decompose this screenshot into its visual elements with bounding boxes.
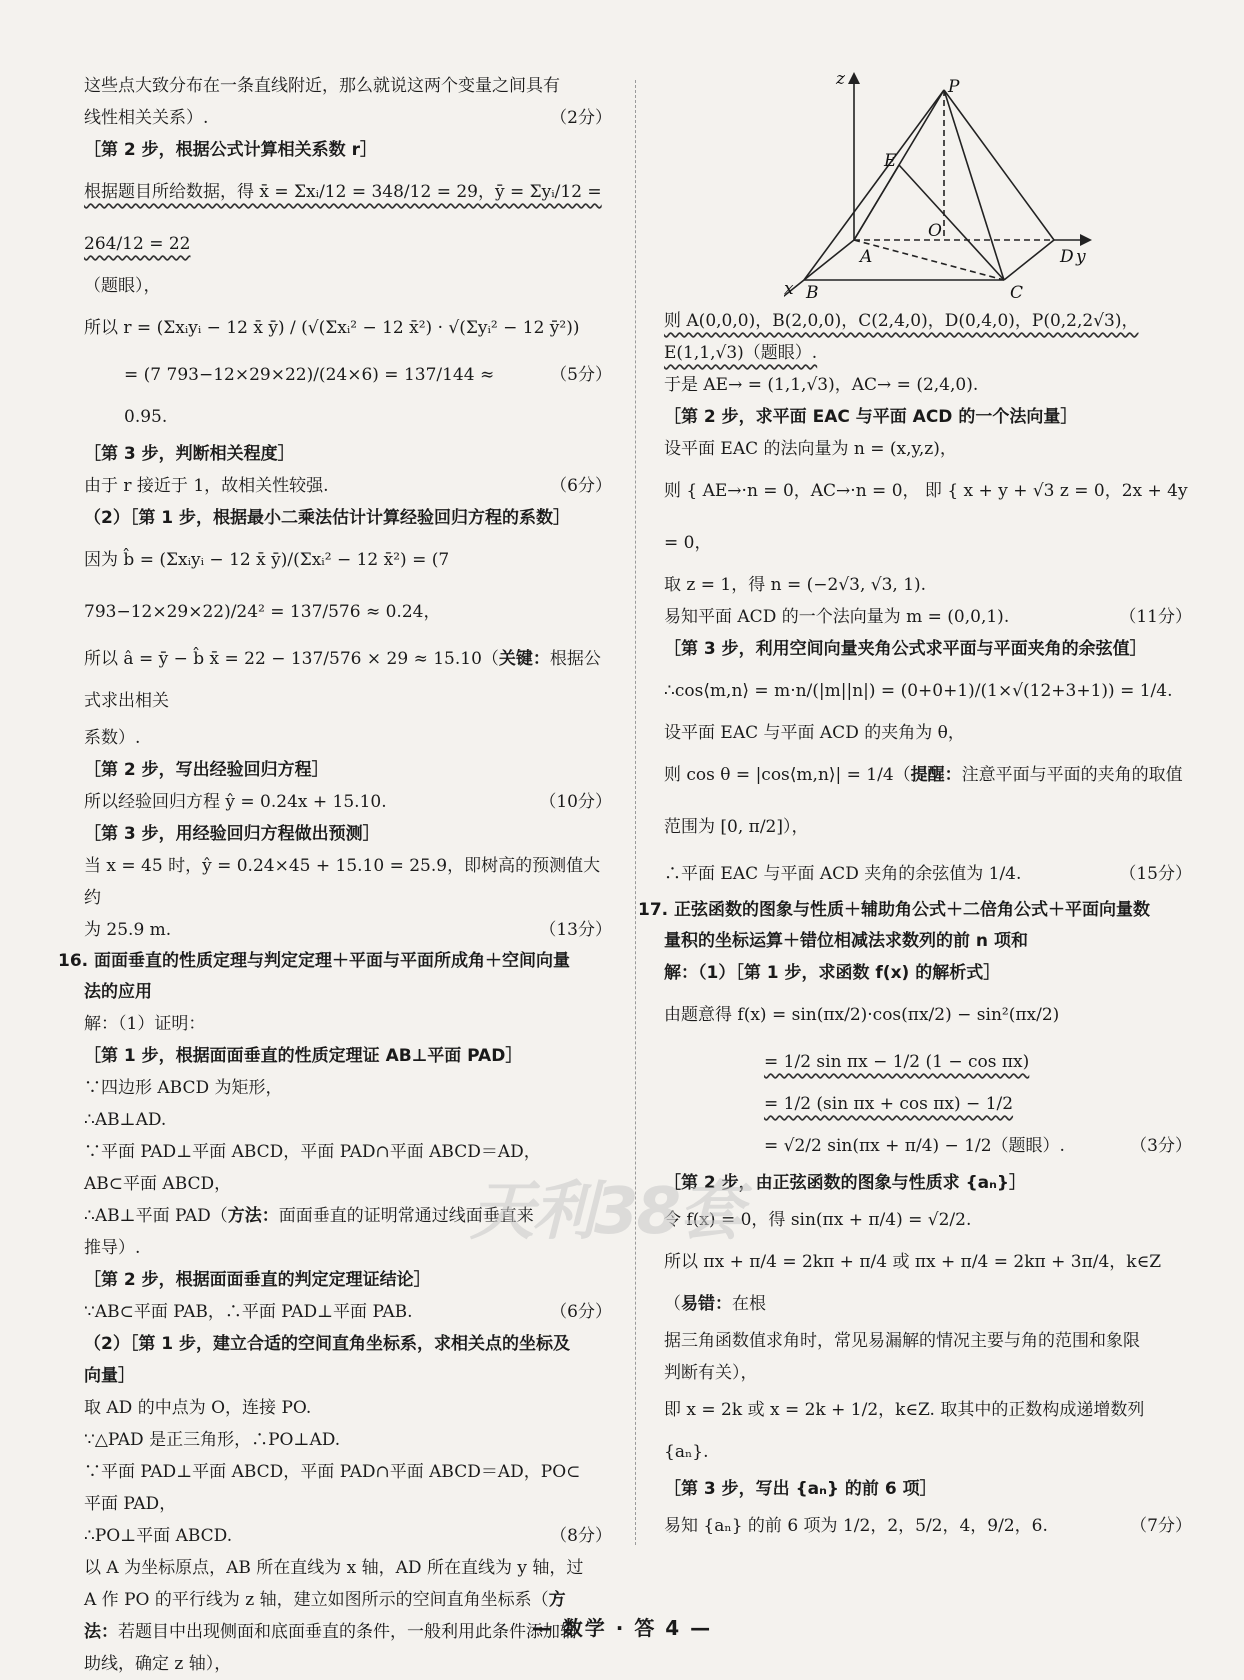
label-b: B	[806, 283, 819, 300]
text-line: 以 A 为坐标原点，AB 所在直线为 x 轴，AD 所在直线为 y 轴，过	[84, 1558, 584, 1578]
text-line: 当 x = 45 时，ŷ = 0.24×45 + 15.10 = 25.9，即树高的预测值大约	[84, 856, 601, 908]
step-heading: ［第 3 步，写出 {aₙ} 的前 6 项］	[664, 1479, 937, 1499]
keyword: 方	[548, 1590, 566, 1610]
step-heading: ［第 3 步，用经验回归方程做出预测］	[84, 824, 380, 844]
text-segment: 则 cos θ = |cos⟨m,n⟩| = 1/4（	[664, 765, 911, 785]
step-heading: ［第 2 步，求平面 EAC 与平面 ACD 的一个法向量］	[664, 407, 1078, 427]
keyword: 易错：	[681, 1294, 732, 1314]
text-row	[84, 470, 612, 502]
text-line: ∴平面 EAC 与平面 ACD 夹角的余弦值为 1/4.	[664, 864, 1022, 884]
text-line: ∵四边形 ABCD 为矩形，	[84, 1078, 283, 1098]
page-footer: — 数学 · 答 4 —	[531, 1616, 713, 1640]
keyword: 提醒：	[910, 765, 962, 785]
text-row	[84, 1296, 612, 1328]
text-segment: ∴AB⊥平面 PAD（	[84, 1206, 228, 1226]
text-segment: 则 A(0,0,0)，B(2,0,0)，C(2,4,0)，D(0,4,0)，P(0,2,2√3)，	[664, 311, 1139, 331]
text-line: ∵AB⊂平面 PAB，∴平面 PAD⊥平面 PAB.	[84, 1302, 413, 1322]
score: （3分）	[1130, 1136, 1192, 1156]
text-line: 由于 r 接近于 1，故相关性较强.	[84, 476, 329, 496]
label-z: z	[836, 70, 845, 89]
step-heading: ［第 3 步，利用空间向量夹角公式求平面与平面夹角的余弦值］	[664, 639, 1147, 659]
right-column	[638, 70, 1192, 1547]
keyword: 方法：	[227, 1206, 279, 1226]
text-line	[664, 337, 1192, 369]
formula-text: = 1/2 sin πx − 1/2 (1 − cos πx)	[764, 1052, 1030, 1072]
label-o: O	[928, 221, 942, 241]
formula-line	[664, 1041, 1192, 1083]
text-row	[84, 914, 612, 946]
score: （5分）	[550, 365, 612, 385]
text-line: 范围为 [0, π/2]），	[664, 817, 809, 837]
text-segment: 面面垂直的证明常通过线面垂直来	[278, 1206, 534, 1226]
keyword: 关键：	[498, 649, 550, 669]
formula-line	[664, 1241, 1192, 1325]
formula-line: 所以 r = (Σxᵢyᵢ − 12 x̄ ȳ) / (√(Σxᵢ² − 12 x̄²) · √(Σyᵢ² − 12 ȳ²))	[84, 318, 580, 338]
text-line: 线性相关关系）.	[84, 108, 209, 128]
score: （2分）	[550, 108, 612, 128]
step-heading: ［第 3 步，判断相关程度］	[84, 444, 295, 464]
text-line: ∴PO⊥平面 ABCD.	[84, 1526, 233, 1546]
label-p: P	[948, 77, 960, 97]
score: （10分）	[539, 792, 612, 812]
question-heading: 16. 面面垂直的性质定理与判定定理＋平面与平面所成角＋空间向量	[58, 951, 571, 971]
formula-line: ∴cos⟨m,n⟩ = m·n/(|m||n|) = (0+0+1)/(1×√(12+3+1)) = 1/4.	[664, 681, 1173, 701]
text-line: 助线，确定 z 轴），	[84, 1654, 232, 1674]
text-segment: A 作 PO 的平行线为 z 轴，建立如图所示的空间直角坐标系（	[84, 1590, 549, 1610]
label-x: x	[784, 279, 794, 299]
text-segment: 注意平面与平面的夹角的取值	[961, 765, 1183, 785]
text-row	[664, 1125, 1192, 1167]
text-line: 平面 PAD，	[84, 1494, 177, 1514]
text-segment: E(1,1,√3)（题眼）.	[664, 343, 818, 363]
text-row	[664, 601, 1192, 633]
text-line: 所以经验回归方程 ŷ = 0.24x + 15.10.	[84, 792, 387, 812]
formula-line	[664, 749, 1192, 801]
text-row	[84, 786, 612, 818]
text-line: （题眼），	[84, 276, 161, 296]
formula-text: = 1/2 (sin πx + cos πx) − 1/2	[764, 1094, 1014, 1114]
formula-line: = (7 793−12×29×22)/(24×6) = 137/144 ≈ 0.95.	[124, 365, 495, 427]
text-line: ∴AB⊥AD.	[84, 1110, 167, 1130]
score: （11分）	[1119, 607, 1192, 627]
score: （7分）	[1130, 1516, 1192, 1536]
score: （15分）	[1119, 864, 1192, 884]
formula-line: 由题意得 f(x) = sin(πx/2)·cos(πx/2) − sin²(πx/2)	[664, 1005, 1060, 1025]
text-segment: 若题目中出现侧面和底面垂直的条件，一般利用此条件添加辅	[118, 1622, 577, 1642]
text-line: 易知平面 ACD 的一个法向量为 m = (0,0,1).	[664, 607, 1010, 627]
text-line: 解：（1）证明：	[84, 1014, 206, 1034]
formula-line: 即 x = 2k 或 x = 2k + 1/2，k∈Z. 取其中的正数构成递增数列 {aₙ}.	[664, 1400, 1145, 1462]
formula-line	[84, 638, 612, 722]
score: （6分）	[550, 476, 612, 496]
watermark-logo: 天利38套	[470, 1175, 742, 1249]
text-row	[84, 1520, 612, 1552]
label-d: D	[1060, 247, 1074, 267]
formula-line: = √2/2 sin(πx + π/4) − 1/2（题眼）.	[764, 1136, 1065, 1156]
text-segment: 在根	[732, 1294, 766, 1314]
score: （8分）	[550, 1526, 612, 1546]
question-heading: 量积的坐标运算＋错位相减法求数列的前 n 项和	[664, 931, 1028, 951]
formula-line: 则 { AE→·n = 0，AC→·n = 0， 即 { x + y + √3 z = 0，2x + 4y = 0，	[664, 481, 1188, 553]
text-line: 设平面 EAC 与平面 ACD 的夹角为 θ，	[664, 723, 965, 743]
step-heading: ［第 2 步，根据公式计算相关系数 r］	[84, 140, 377, 160]
label-y: y	[1076, 247, 1086, 267]
text-line: 设平面 EAC 的法向量为 n = (x,y,z)，	[664, 439, 957, 459]
text-line: 这些点大致分布在一条直线附近，那么就说这两个变量之间具有	[84, 76, 560, 96]
formula-line: 因为 b̂ = (Σxᵢyᵢ − 12 x̄ ȳ)/(Σxᵢ² − 12 x̄²) = (7 793−12×29×22)/24² = 137/576 ≈ 0.24，	[84, 550, 450, 622]
column-divider	[635, 80, 636, 1545]
text-line: 为 25.9 m.	[84, 920, 172, 940]
text-line: 据三角函数值求角时，常见易漏解的情况主要与角的范围和象限	[664, 1331, 1140, 1351]
step-heading: 向量］	[84, 1366, 135, 1386]
score: （6分）	[550, 1302, 612, 1322]
left-column	[58, 70, 612, 1680]
text-line: 取 AD 的中点为 O，连接 PO.	[84, 1398, 312, 1418]
text-line: ∵△PAD 是正三角形，∴PO⊥AD.	[84, 1430, 341, 1450]
text-line: AB⊂平面 ABCD，	[84, 1174, 232, 1194]
text-line: 于是 AE→ = (1,1,√3)，AC→ = (2,4,0).	[664, 375, 979, 395]
figure-space	[664, 70, 1192, 305]
step-heading: （2）［第 1 步，建立合适的空间直角坐标系，求相关点的坐标及	[84, 1334, 570, 1354]
label-c: C	[1010, 283, 1024, 300]
step-heading: ［第 1 步，根据面面垂直的性质定理证 AB⊥平面 PAD］	[84, 1046, 523, 1066]
formula-line: 令 f(x) = 0，得 sin(πx + π/4) = √2/2.	[664, 1210, 972, 1230]
formula-line	[84, 166, 612, 270]
question-heading: 法的应用	[84, 982, 152, 1002]
label-a: A	[860, 247, 873, 267]
text-row	[84, 102, 612, 134]
text-line: 系数）.	[84, 728, 141, 748]
text-line: 取 z = 1，得 n = (−2√3, √3, 1).	[664, 575, 927, 595]
formula-line: 易知 {aₙ} 的前 6 项为 1/2，2，5/2，4，9/2，6.	[664, 1516, 1048, 1536]
step-heading: 解：（1）［第 1 步，求函数 f(x) 的解析式］	[664, 963, 1001, 983]
text-row	[664, 1505, 1192, 1547]
step-heading: （2）［第 1 步，根据最小二乘法估计计算经验回归方程的系数］	[84, 508, 570, 528]
text-line	[664, 305, 1192, 337]
keyword: 法：	[84, 1622, 118, 1642]
text-line: ∵平面 PAD⊥平面 ABCD，平面 PAD∩平面 ABCD＝AD，	[84, 1142, 541, 1162]
step-heading: ［第 2 步，根据面面垂直的判定定理证结论］	[84, 1270, 431, 1290]
step-heading: ［第 2 步，写出经验回归方程］	[84, 760, 329, 780]
formula-text: 所以 â = ȳ − b̂ x̄ = 22 − 137/576 × 29 ≈ 15.10（	[84, 649, 499, 669]
score: （13分）	[539, 920, 612, 940]
text-line: 推导）.	[84, 1238, 141, 1258]
text-line: 判断有关），	[664, 1363, 758, 1383]
text-line: ∵平面 PAD⊥平面 ABCD，平面 PAD∩平面 ABCD＝AD，PO⊂	[84, 1462, 581, 1482]
text-row	[664, 853, 1192, 895]
text-row	[84, 354, 612, 438]
label-e: E	[884, 151, 897, 171]
text-line: 根据公式求出相关	[84, 649, 601, 711]
text-segment: 所以 πx + π/4 = 2kπ + π/4 或 πx + π/4 = 2kπ + 3π/4，k∈Z（	[664, 1252, 1162, 1314]
formula-text: 根据题目所给数据，得 x̄ = Σxᵢ/12 = 348/12 = 29，ȳ = Σyᵢ/12 = 264/12 = 22	[84, 182, 602, 254]
formula-line	[664, 1083, 1192, 1125]
question-heading: 17. 正弦函数的图象与性质＋辅助角公式＋二倍角公式＋平面向量数	[638, 900, 1151, 920]
step-heading: ［第 2 步，由正弦函数的图象与性质求 {aₙ}］	[664, 1173, 1027, 1193]
